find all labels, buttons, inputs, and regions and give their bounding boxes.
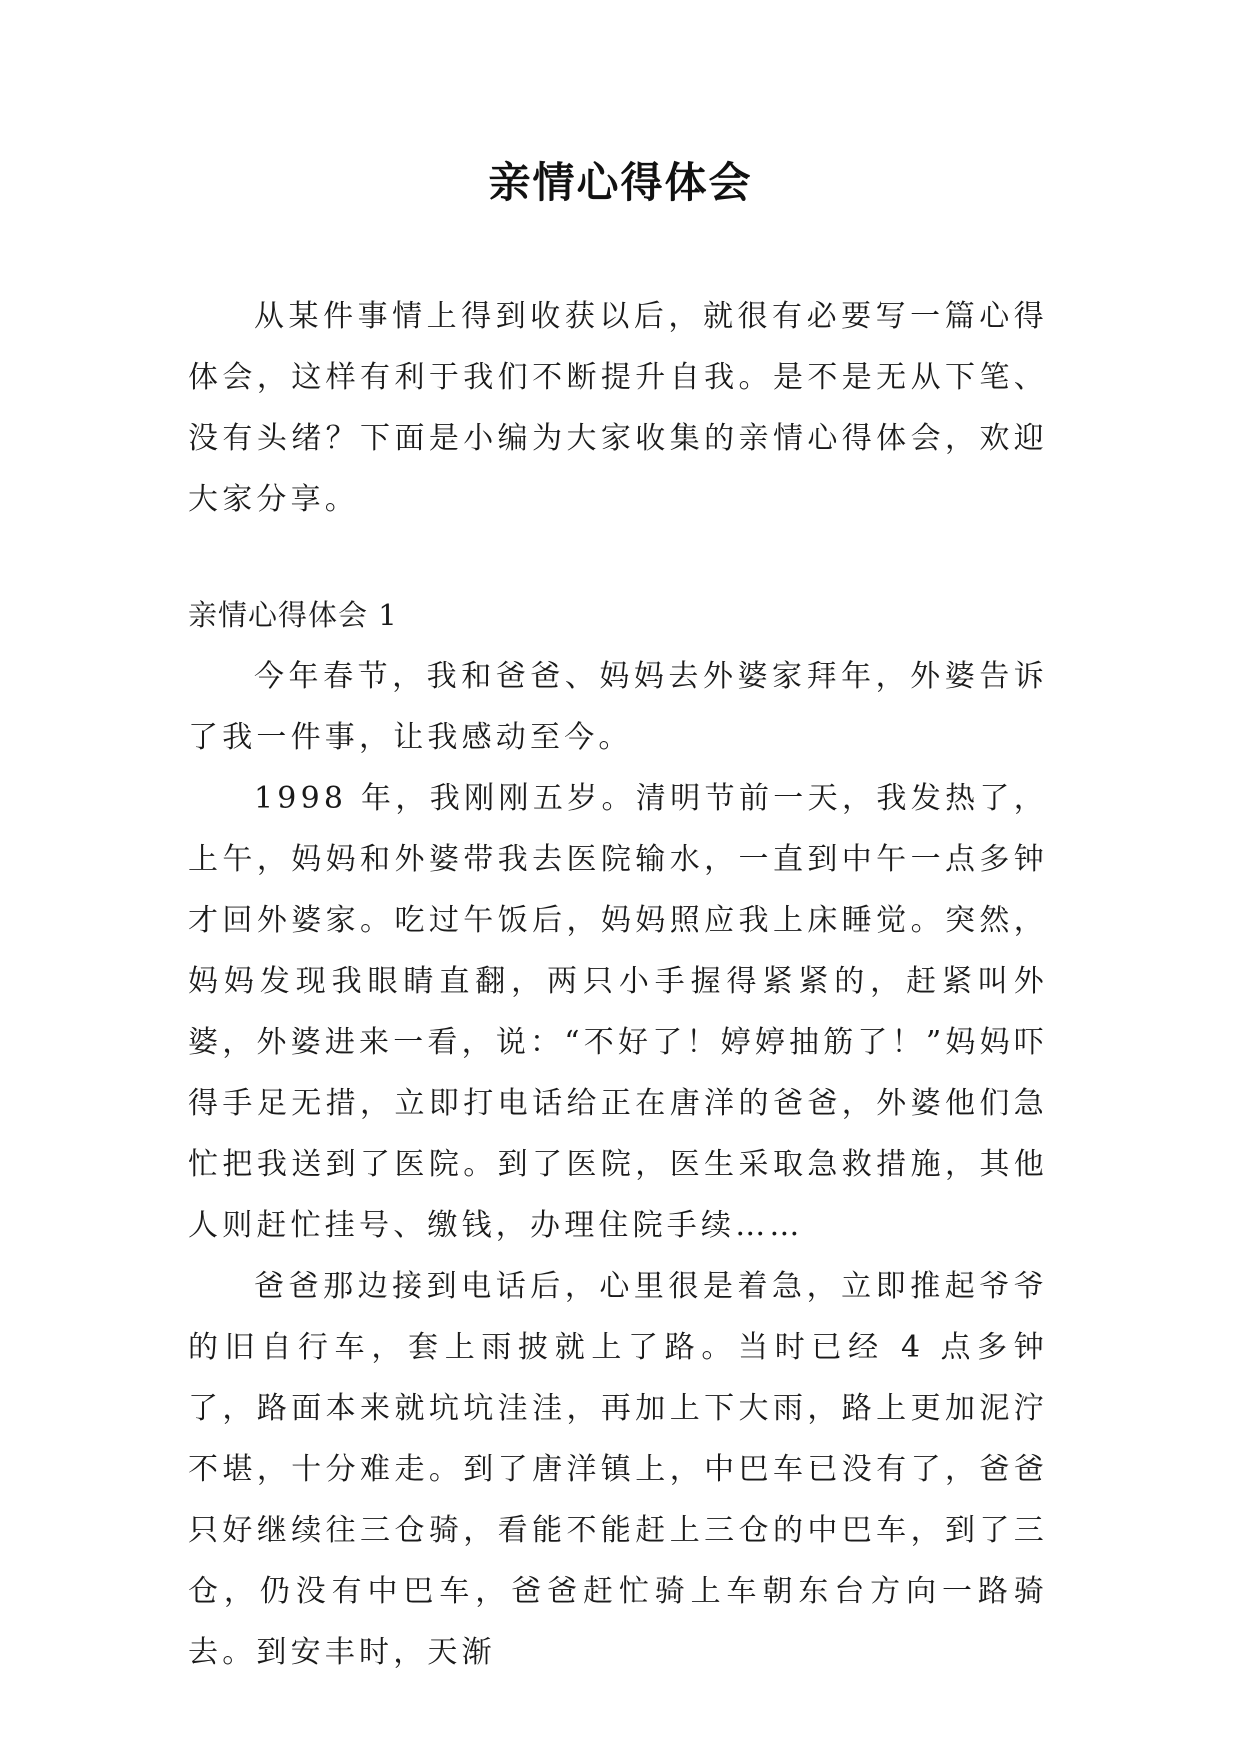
body-paragraph-1: 今年春节，我和爸爸、妈妈去外婆家拜年，外婆告诉了我一件事，让我感动至今。 [188, 659, 1048, 755]
document-body [188, 286, 1048, 1683]
body-paragraph-2: 1998 年，我刚刚五岁。清明节前一天，我发热了，上午，妈妈和外婆带我去医院输水，一直到中午一点多钟才回外婆家。吃过午饭后，妈妈照应我上床睡觉。突然，妈妈发现我眼睛直翻，两只小手握得紧紧的，赶紧叫外婆，外婆进来一看，说：“不好了！婷婷抽筋了！”妈妈吓得手足无措，立即打电话给正在唐洋的爸爸，外婆他们急忙把我送到了医院。到了医院，医生采取急救措施，其他人则赶忙挂号、缴钱，办理住院手续…… [188, 781, 1048, 1243]
body-paragraph-3: 爸爸那边接到电话后，心里很是着急，立即推起爷爷的旧自行车，套上雨披就上了路。当时已经 4 点多钟了，路面本来就坑坑洼洼，再加上下大雨，路上更加泥泞不堪，十分难走。到了唐洋镇上，中巴车已没有了，爸爸只好继续往三仓骑，看能不能赶上三仓的中巴车，到了三仓，仍没有中巴车，爸爸赶忙骑上车朝东台方向一路骑去。到安丰时，天渐 [188, 1269, 1048, 1670]
intro-paragraph: 从某件事情上得到收获以后，就很有必要写一篇心得体会，这样有利于我们不断提升自我。是不是无从下笔、没有头绪？下面是小编为大家收集的亲情心得体会，欢迎大家分享。 [188, 299, 1048, 517]
paragraph-spacer [188, 530, 1048, 585]
section-heading: 亲情心得体会 1 [188, 598, 398, 632]
document-title: 亲情心得体会 [488, 158, 753, 207]
